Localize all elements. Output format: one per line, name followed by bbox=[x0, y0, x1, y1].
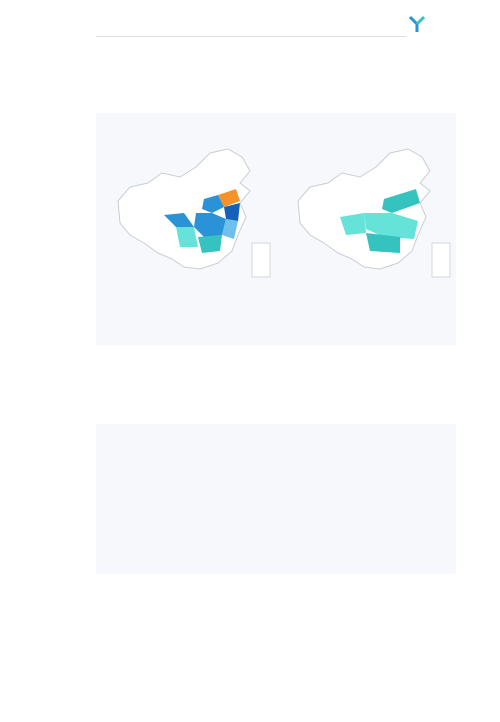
region-south-left bbox=[198, 235, 222, 253]
map-legend bbox=[102, 308, 452, 322]
logo-mark-icon bbox=[408, 15, 426, 33]
inset-box-right bbox=[432, 243, 450, 277]
inset-box-left bbox=[252, 243, 270, 277]
map-right bbox=[280, 143, 456, 288]
header-divider bbox=[96, 36, 406, 37]
logo bbox=[408, 14, 428, 34]
map-left bbox=[100, 143, 276, 288]
page-header bbox=[0, 0, 500, 44]
bar-chart bbox=[96, 442, 456, 564]
figure1-panel bbox=[96, 113, 456, 345]
china-outline-right bbox=[298, 149, 430, 269]
figure2-panel bbox=[96, 424, 456, 574]
